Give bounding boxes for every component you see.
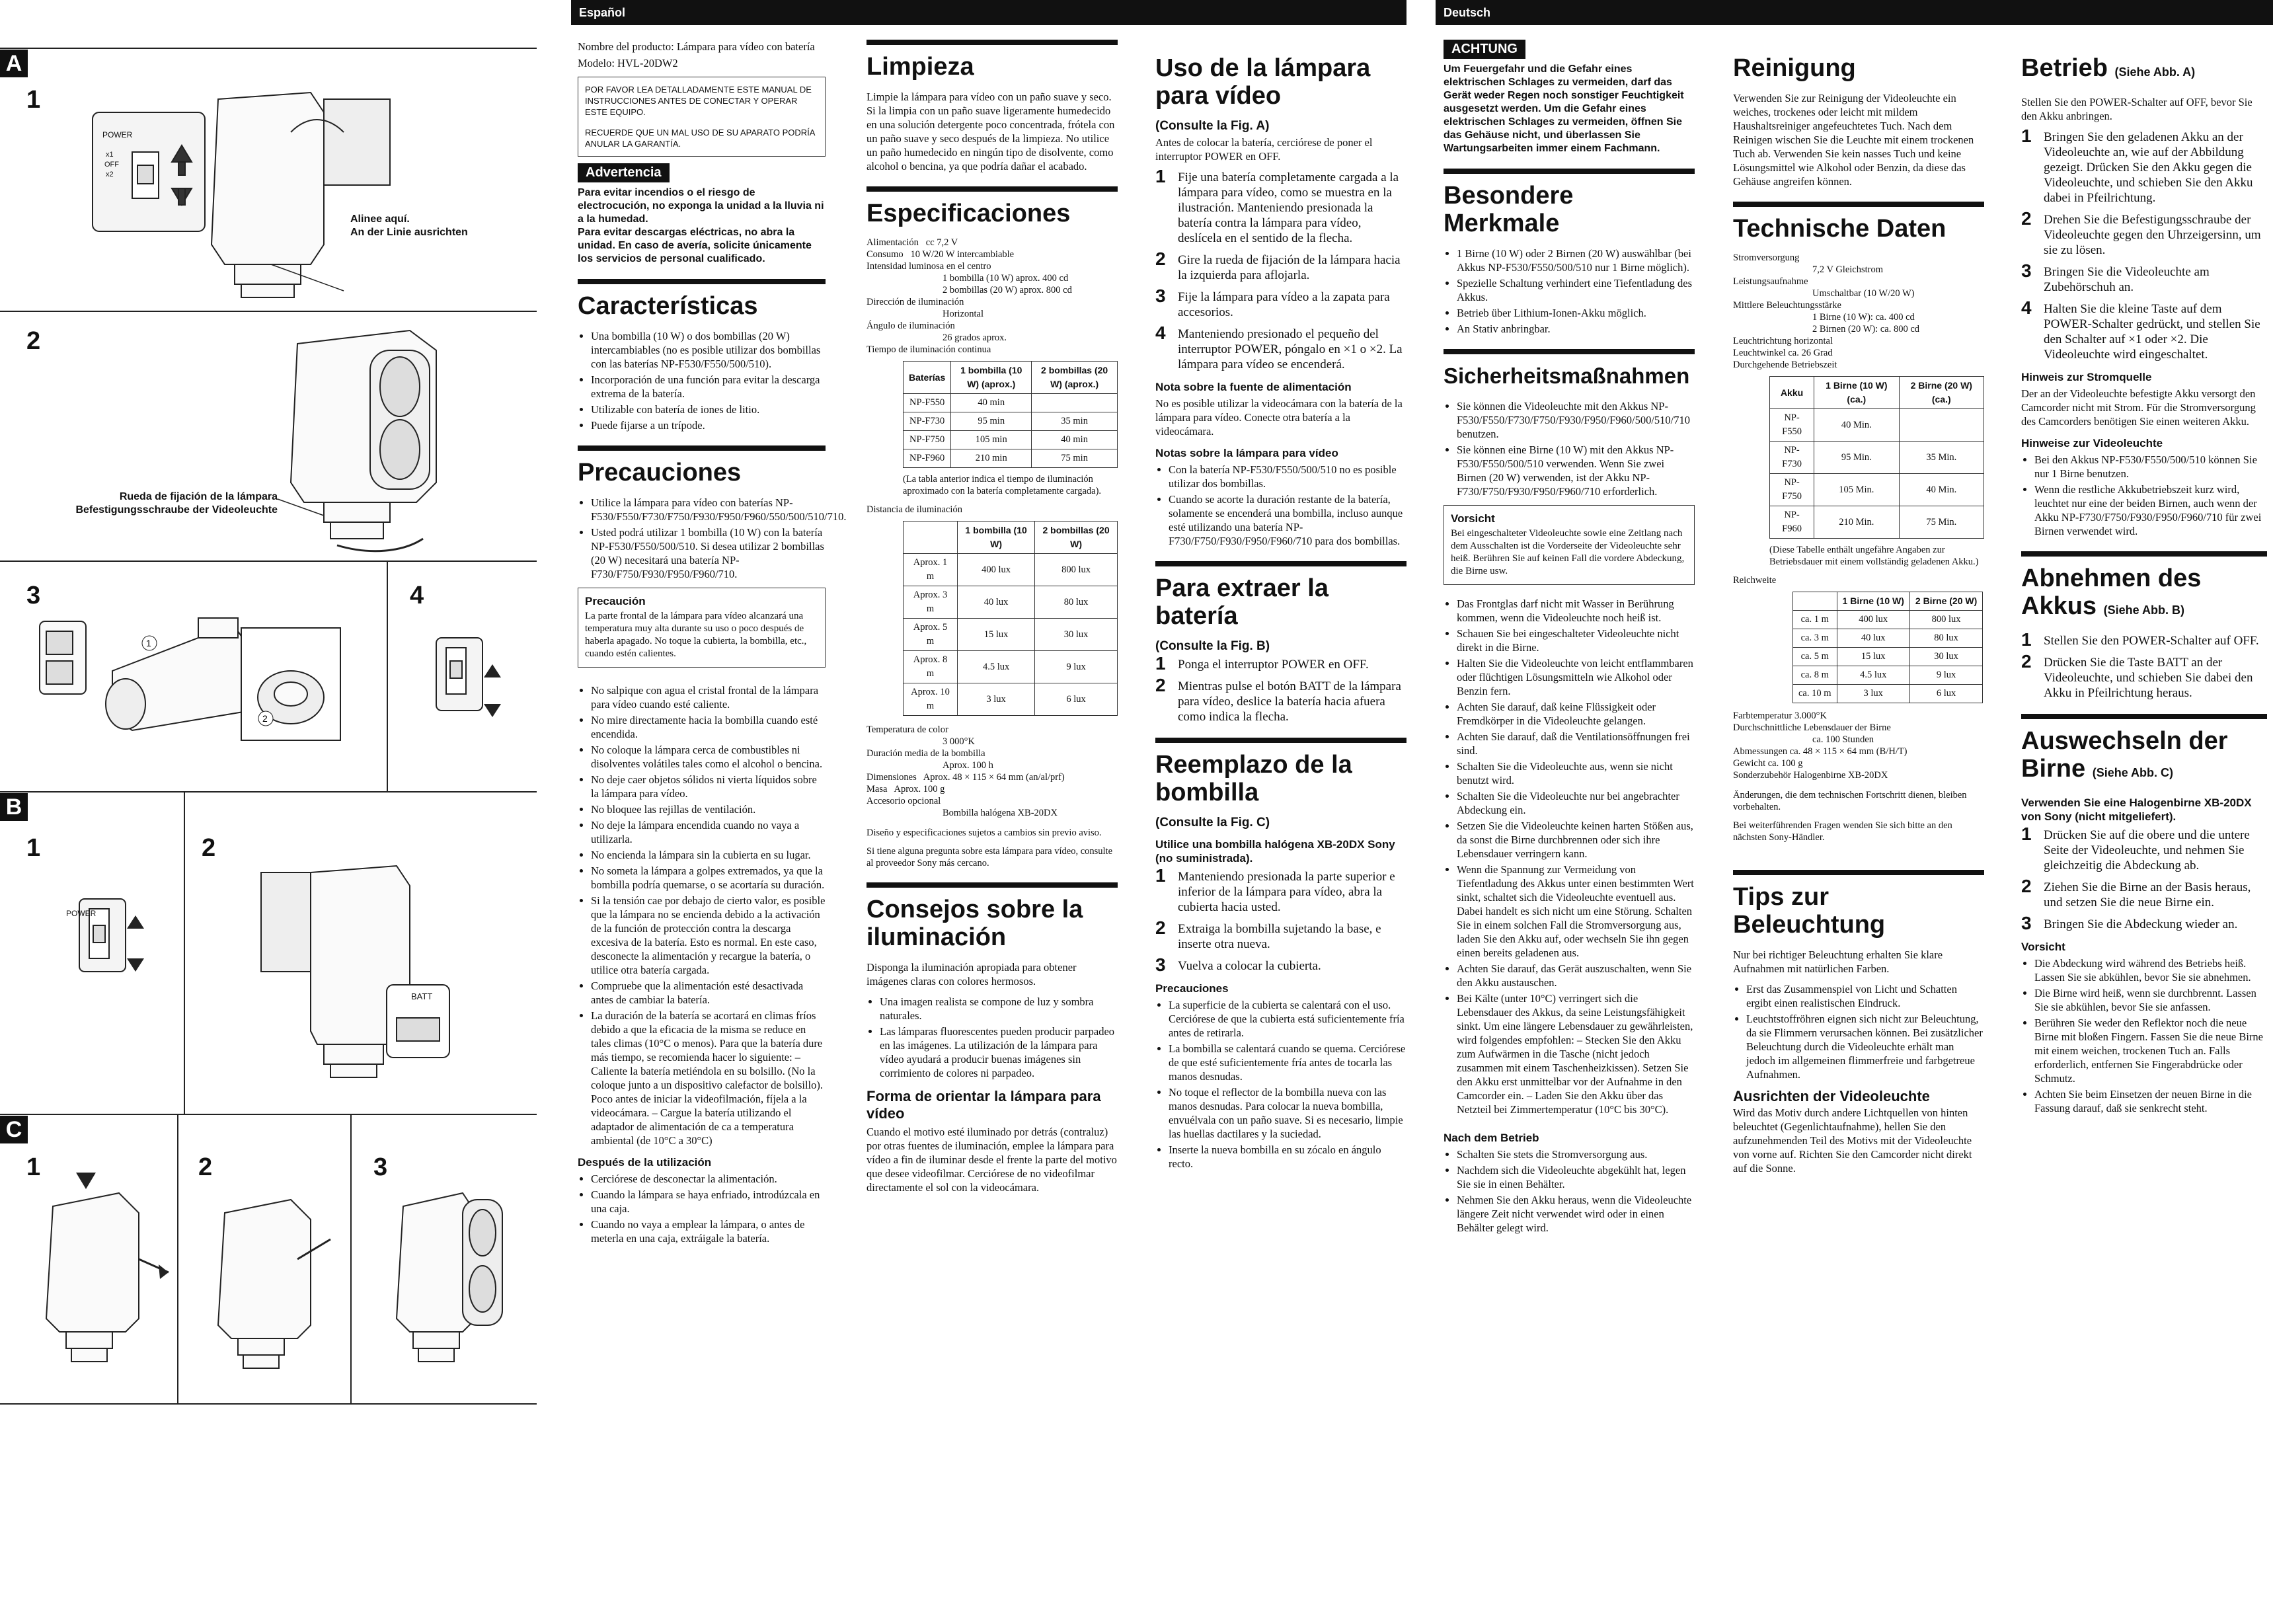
de-achtung-title: ACHTUNG <box>1444 40 1525 59</box>
lang-bar-es: Español <box>571 0 1406 25</box>
list-item: • Berühren Sie weder den Reflektor noch die neue Birne mit bloßen Fingern. Fassen Sie die neue Birne mit einem weichen, trockenen Tuch an. Falls erforderlich, entfernen Sie Fingerabdrücke oder Schmutz. <box>2034 1016 2267 1085</box>
list-item: • Incorporación de una función para evitar la descarga extrema de la batería. <box>591 373 826 401</box>
es-reemp-title: Reemplazo de la bombilla <box>1155 738 1406 806</box>
de-hinweis1-title: Hinweis zur Stromquelle <box>2021 371 2152 383</box>
es-precau-list <box>578 496 847 581</box>
de-reinigung: Verwenden Sie zur Reinigung der Videoleuchte ein weiches, trockenes oder leicht mit mildem Haushaltsreiniger angefeuchtetes Tuch. Nach dem Reinigen wischen Sie die Leuchte mit einem trockenen Tuch ab. Verwenden Sie kein nasses Tuch und keine Lösungsmittel wie Alkohol oder Benzin, da diese das Gehäuse angreifen können. <box>1733 92 1974 188</box>
es-notice2: RECUERDE QUE UN MAL USO DE SU APARATO PODRÍA ANULAR LA GARANTÍA. <box>585 128 815 149</box>
label-power-b1: POWER <box>66 909 96 918</box>
table-row: NP-F960 210 min 75 min <box>904 449 1118 468</box>
de-achtung: Um Feuergefahr und die Gefahr eines elektrischen Schlages zu vermeiden, darf das Gerät weder Regen noch sonstiger Feuchtigkeit ausgesetzt werden. Um die Gefahr eines elektrischen Schlages zu vermeiden, öffnen Sie das Gehäuse nicht, und überlassen Sie Wartungsarbeiten immer einem Fachmann. <box>1444 63 1684 154</box>
de-sicher2-list <box>1444 597 1695 1116</box>
es-despues-list <box>578 1172 826 1245</box>
list-item: • Schalten Sie stets die Stromversorgung aus. <box>1457 1147 1695 1161</box>
de-tech-note2: Bei weiterführenden Fragen wenden Sie sich bitte an den nächsten Sony-Händler. <box>1733 820 1952 843</box>
de-t1-note: (Diese Tabelle enthält ungefähre Angaben zur Betriebsdauer mit einem vollständig geladenen Akku.) <box>1769 545 1979 567</box>
es-uso-n2-list <box>1155 463 1406 548</box>
table-row: Aprox. 10 m 3 lux 6 lux <box>904 683 1118 716</box>
video-light-body <box>212 93 390 297</box>
list-item: • 1 Birne (10 W) oder 2 Birnen (20 W) auswählbar (bei Akkus NP-F530/F550/500/510 nur 1 Birne möglich). <box>1457 247 1695 274</box>
list-item: 3 Vuelva a colocar la cubierta. <box>1155 954 1321 975</box>
list-item: • Achten Sie darauf, das Gerät auszuschalten, wenn Sie den Akku austauschen. <box>1457 962 1695 989</box>
es-despues-title: Después de la utilización <box>578 1156 712 1169</box>
list-item: • Cuando se acorte la duración restante de la batería, solamente se encenderá una bombilla, incluso aunque esté utilizando una batería NP-F730/F750/F930/F950/F960/710 para dos bombillas. <box>1169 492 1406 548</box>
list-item: • La superficie de la cubierta se calentará con el uso. Cerciórese de que la cubierta está suficientemente fría antes de retirarla. <box>1169 998 1406 1040</box>
es-uso-title: Uso de la lámpara para vídeo <box>1155 54 1371 110</box>
es-col-3 <box>1155 40 1406 1177</box>
de-birne-steps <box>2021 824 2267 933</box>
label-off-a1: OFF <box>104 161 119 169</box>
list-item: • Die Birne wird heiß, wenn sie durchbrennt. Lassen Sie sie abkühlen, bevor Sie sie anfassen. <box>2034 986 2267 1014</box>
spec-row: Mittlere Beleuchtungsstärke <box>1733 300 1841 311</box>
list-item: 1 Manteniendo presionada la parte superior e inferior de la lámpara para vídeo, abra la cubierta hacia usted. <box>1155 865 1395 914</box>
spec-row: Gewicht ca. 100 g <box>1733 758 1803 769</box>
de-betrieb-intro: Stellen Sie den POWER-Schalter auf OFF, bevor Sie den Akku anbringen. <box>2021 96 2253 122</box>
fig-b-step2: 2 <box>202 834 216 862</box>
fig-c-letter: C <box>0 1116 28 1143</box>
list-item: • Leuchtstoffröhren eignen sich nicht zur Beleuchtung, da sie Flimmern verursachen können. Bei zusätzlicher Beleuchtung durch die Videoleuchte erhält man jedoch im allgemeinen flimmerfreie und farbgetreue Aufnahmen. <box>1746 1012 1984 1081</box>
es-notice: POR FAVOR LEA DETALLADAMENTE ESTE MANUAL DE INSTRUCCIONES ANTES DE CONECTAR Y OPERAR ESTE EQUIPO. <box>585 85 812 117</box>
de-hinweis1: Der an der Videoleuchte befestigte Akku versorgt den Camcorder nicht mit Strom. Für die Stromversorgung des Camcorders benötigen Sie einen weiteren Akku. <box>2021 387 2256 428</box>
lang-bar-de: Deutsch <box>1436 0 2273 25</box>
es-consejos-list <box>867 995 1118 1080</box>
de-hinweis2-title: Hinweise zur Videoleuchte <box>2021 437 2163 449</box>
spec-row: Consumo 10 W/20 W intercambiable <box>867 249 1015 260</box>
spec-row: Sonderzubehör Halogenbirne XB-20DX <box>1733 770 1888 781</box>
list-item: • Setzen Sie die Videoleuchte keinen harten Stößen aus, da sonst die Birne durchbrennen oder sich ihre Lebensdauer verringern kann. <box>1457 819 1695 861</box>
es-col-2 <box>867 40 1118 1201</box>
de-table-dist: 1 Birne (10 W) 2 Birne (20 W) ca. 1 m 400 lux 800 lux ca. 3 m 40 lux 80 lux ca. 5 m 15 lux 30 lux ca. 8 m 4.5 lux 9 lux ca. 10 m 3 lux 6 lux <box>1792 592 1983 703</box>
de-tips-list <box>1733 982 1984 1081</box>
spec-row: Dimensiones Aprox. 48 × 115 × 64 mm (an/al/prf) <box>867 772 1065 783</box>
de-birne-intro: Verwenden Sie eine Halogenbirne XB-20DX von Sony (nicht mitgeliefert). <box>2021 796 2252 823</box>
es-model: Modelo: HVL-20DW2 <box>578 57 678 69</box>
list-item: • Utilizable con batería de iones de litio. <box>591 403 826 416</box>
de-nach-title: Nach dem Betrieb <box>1444 1132 1539 1144</box>
spec-row: 26 grados aprox. <box>943 332 1007 343</box>
es-advert-title: Advertencia <box>578 163 670 182</box>
table-row: ca. 8 m 4.5 lux 9 lux <box>1793 666 1983 685</box>
es-precau-box-text: La parte frontal de la lámpara para vídeo alcanzará una temperatura muy alta durante su uso o poco después de haberla apagado. No toque la cubierta, la bombilla, etc., cuando estén calientes. <box>585 611 807 659</box>
list-item: 3 Bringen Sie die Abdeckung wieder an. <box>2021 913 2238 933</box>
es-caract-list <box>578 329 826 432</box>
caption-screw: Rueda de fijación de la lámpara Befestigungsschraube der Videoleuchte <box>75 491 278 516</box>
list-item: • Achten Sie darauf, daß keine Flüssigkeit oder Fremdkörper in die Videoleuchte gelangen. <box>1457 700 1695 728</box>
de-col-3 <box>2021 40 2267 1122</box>
list-item: • No mire directamente hacia la bombilla cuando esté encendida. <box>591 713 826 741</box>
es-table-time: Baterías 1 bombilla (10 W) (aprox.) 2 bombillas (20 W) (aprox.) NP-F550 40 min NP-F730 95 min 35 min NP-F750 105 min 40 min NP-F960 210 min 75 min <box>903 361 1118 468</box>
es-forma: Cuando el motivo esté iluminado por detrás (contraluz) por otras fuentes de iluminación, emplee la lámpara para vídeo a fin de iluminar desde el frente la parte del motivo que desee videofilmar. Cerciórese de no videofilmar directamente el sol con la videocámara. <box>867 1126 1117 1194</box>
list-item: • Usted podrá utilizar 1 bombilla (10 W) con la batería NP-F530/F550/500/510. Si desea utilizar 2 bombillas (20 W) necesitará una batería NP-F730/F750/F930/F950/F960/710. <box>591 525 826 581</box>
de-tech-note1: Änderungen, die dem technischen Fortschritt dienen, bleiben vorbehalten. <box>1733 790 1967 812</box>
label-batt: BATT <box>411 991 433 1001</box>
fig-a-border <box>0 48 537 49</box>
fig-b-step1: 1 <box>26 834 41 862</box>
es-espec-note1: Diseño y especificaciones sujetos a cambios sin previo aviso. <box>867 828 1102 838</box>
de-reinigung-title: Reinigung <box>1733 54 1856 82</box>
table-row: NP-F550 40 min <box>904 394 1118 412</box>
list-item: • No coloque la lámpara cerca de combustibles ni disolventes volátiles tales como el alcohol o bencina. <box>591 743 826 771</box>
spec-row: Bombilla halógena XB-20DX <box>943 808 1058 818</box>
es-product: Nombre del producto: Lámpara para vídeo con batería <box>578 40 815 53</box>
spec-row: Masa Aprox. 100 g <box>867 784 945 794</box>
spec-row: 3 000°K <box>943 736 975 747</box>
spec-row: Leuchtwinkel ca. 26 Grad <box>1733 348 1833 358</box>
spec-row: 7,2 V Gleichstrom <box>1812 264 1884 275</box>
svg-text:1: 1 <box>146 638 151 648</box>
de-betrieb-title: Betrieb (Siehe Abb. A) <box>2021 54 2196 82</box>
table-row: NP-F750 105 Min. 40 Min. <box>1770 474 1984 506</box>
table-row: Aprox. 3 m 40 lux 80 lux <box>904 586 1118 619</box>
es-limpieza-title: Limpieza <box>867 40 1118 81</box>
table-row: ca. 1 m 400 lux 800 lux <box>1793 611 1983 629</box>
de-nach-list <box>1444 1147 1695 1235</box>
list-item: 4 Halten Sie die kleine Taste auf dem POWER-Schalter gedrückt, und stellen Sie den Schalter auf ×1 oder ×2. Die Videoleuchte wird eingeschaltet. <box>2021 297 2260 362</box>
spec-row: 1 bombilla (10 W) aprox. 400 cd <box>943 273 1069 284</box>
list-item: • Achten Sie darauf, daß die Ventilationsöffnungen frei sind. <box>1457 730 1695 757</box>
list-item: • Bei Kälte (unter 10°C) verringert sich die Lebensdauer des Akkus, da seine Leistungsfähigkeit sinkt. Um eine längere Lebensdauer zu gewährleisten, wird folgendes empfohlen: – Stecken Sie den Akku zum Aufwärmen in die Tasche (nicht jedoch zusammen mit einem Taschenheizkissen). Setzen Sie den Akku erst unmittelbar vor der Aufnahme in den Camcorder ein. – Laden Sie den Akku über das Netzteil bei Zimmertemperatur (10°C bis 30°C). <box>1457 991 1695 1116</box>
de-reich-label: Reichweite <box>1733 575 1777 586</box>
fig-b-illustration <box>0 793 537 1110</box>
de-vorsicht-title: Vorsicht <box>1451 512 1495 525</box>
de-col-1 <box>1444 40 1695 1241</box>
es-consejos: Disponga la iluminación apropiada para obtener imágenes claras con colores hermosos. <box>867 961 1077 987</box>
svg-text:2: 2 <box>262 713 268 724</box>
fig-a1-illustration <box>0 73 537 311</box>
spec-row: Alimentación cc 7,2 V <box>867 237 958 248</box>
fig-a3-illustration <box>0 565 537 790</box>
es-espec-title: Especificaciones <box>867 186 1118 227</box>
spec-row: Durchgehende Betriebszeit <box>1733 360 1837 370</box>
list-item: • Halten Sie die Videoleuchte von leicht entflammbaren oder flüchtigen Lösungsmitteln wie Alkohol oder Benzin fern. <box>1457 656 1695 698</box>
list-item: • Erst das Zusammenspiel von Licht und Schatten ergibt einen realistischen Eindruck. <box>1746 982 1984 1010</box>
es-consejos-title: Consejos sobre la iluminación <box>867 882 1118 951</box>
de-tech-list <box>1733 252 1984 371</box>
spec-row: Dirección de iluminación <box>867 297 964 307</box>
table-row: Aprox. 5 m 15 lux 30 lux <box>904 619 1118 651</box>
es-extraer-title: Para extraer la batería <box>1155 561 1406 630</box>
de-ausricht-title: Ausrichten der Videoleuchte <box>1733 1088 1930 1104</box>
label-power-a1: POWER <box>102 130 133 139</box>
spec-row: Duración media de la bombilla <box>867 748 985 759</box>
fig-c-step2: 2 <box>198 1153 213 1181</box>
de-vorsicht-box <box>1444 505 1695 585</box>
list-item: • Bei den Akkus NP-F530/F550/500/510 können Sie nur 1 Birne benutzen. <box>2034 453 2267 481</box>
table-row: Aprox. 1 m 400 lux 800 lux <box>904 554 1118 586</box>
es-uso-n1: No es posible utilizar la videocámara con la batería de la lámpara para vídeo. Conecte otra batería a la videocámara. <box>1155 397 1403 438</box>
list-item: • Schalten Sie die Videoleuchte aus, wenn sie nicht benutzt wird. <box>1457 759 1695 787</box>
table-row: NP-F960 210 Min. 75 Min. <box>1770 506 1984 539</box>
de-sicher-list <box>1444 399 1695 498</box>
list-item: 2 Drehen Sie die Befestigungsschraube der Videoleuchte gegen den Uhrzeigersinn, um sie zu lösen. <box>2021 208 2261 257</box>
es-advert2: Para evitar descargas eléctricas, no abra la unidad. En caso de avería, solicite únicamente los servicios de personal cualificado. <box>578 227 812 264</box>
spec-row: Umschaltbar (10 W/20 W) <box>1812 288 1915 299</box>
de-betrieb-steps <box>2021 126 2267 362</box>
de-tips-title: Tips zur Beleuchtung <box>1733 870 1984 939</box>
de-tech2-list <box>1733 710 1984 781</box>
list-item: • Utilice la lámpara para vídeo con baterías NP-F530/F550/F730/F750/F930/F950/F960/550/500/510/710. <box>591 496 826 523</box>
es-espec-note2: Si tiene alguna pregunta sobre esta lámpara para vídeo, consulte al proveedor Sony más cercano. <box>867 846 1113 869</box>
es-extraer-ref: (Consulte la Fig. B) <box>1155 639 1270 653</box>
de-merkmale-extra: Sie können eine Birne (10 W) mit den Akkus NP-F530/F550/500/510 verwenden. <box>1444 1600 1665 1619</box>
es-uso-intro: Antes de colocar la batería, cerciórese de poner el interruptor POWER en OFF. <box>1155 136 1373 163</box>
list-item: 2 Gire la rueda de fijación de la lámpara hacia la izquierda para aflojarla. <box>1155 249 1401 282</box>
de-hinweis2-list <box>2021 453 2267 538</box>
table-row: ca. 3 m 40 lux 80 lux <box>1793 629 1983 648</box>
de-vorsicht-text: Bei eingeschalteter Videoleuchte sowie eine Zeitlang nach dem Ausschalten ist die Vorderseite der Videoleuchte sehr heiß. Berühren Sie auf keinen Fall die vordere Abdeckung, die Birne usw. <box>1451 528 1685 576</box>
de-tips: Nur bei richtiger Beleuchtung erhalten Sie klare Aufnahmen mit natürlichen Farben. <box>1733 948 1943 975</box>
es-reemp-steps <box>1155 865 1406 975</box>
list-item: • Wenn die restliche Akkubetriebszeit kurz wird, leuchtet nur eine der beiden Birnen, auch wenn der Akku NP-F730/F750/F930/F950/F960/710 für zwei Birnen verwendet wird. <box>2034 483 2267 538</box>
list-item: 2 Ziehen Sie die Birne an der Basis heraus, und setzen Sie die neue Birne ein. <box>2021 876 2251 909</box>
table-row: ca. 10 m 3 lux 6 lux <box>1793 685 1983 703</box>
list-item: • No deje caer objetos sólidos ni vierta líquidos sobre la lámpara para vídeo. <box>591 773 826 800</box>
list-item: • Sie können eine Birne (10 W) mit den Akkus NP-F530/F550/500/510 verwenden. Wenn Sie zwei Birnen (20 W) verwenden, ist der Akku NP-F730/F750/F930/F950/F960/710 erforderlich. <box>1457 443 1695 498</box>
list-item: • Una bombilla (10 W) o dos bombillas (20 W) intercambiables (no es posible utilizar dos bombillas con las baterías NP-F530/F550/500/510). <box>591 329 826 371</box>
list-item: • An Stativ anbringbar. <box>1457 322 1695 336</box>
list-item: • Schauen Sie bei eingeschalteter Videoleuchte nicht direkt in die Birne. <box>1457 627 1695 654</box>
fig-c-step1: 1 <box>26 1153 41 1181</box>
es-t1-note: (La tabla anterior indica el tiempo de iluminación aproximado con la batería completamente cargada). <box>903 474 1102 496</box>
es-espec2-list <box>867 724 1118 819</box>
de-ausricht: Wird das Motiv durch andere Lichtquellen von hinten beleuchtet (Gegenlichtaufnahme), hellen Sie den aufzunehmenden Teil des Motivs mit der Videoleuchte von vorne auf. Richten Sie den Camcorder nicht direkt auf die Sonne. <box>1733 1106 1972 1175</box>
spec-row: Intensidad luminosa en el centro <box>867 261 991 272</box>
spec-row: Tiempo de iluminación continua <box>867 344 991 355</box>
fig-a-step4: 4 <box>410 582 424 609</box>
list-item: • Compruebe que la alimentación esté desactivada antes de cambiar la batería. <box>591 979 826 1007</box>
list-item: • Si la tensión cae por debajo de cierto valor, es posible que la lámpara no se encienda debido a la activación de la función de protección contra la descarga excesiva de la batería. Esto es normal. En este caso, desconecte la alimentación y recargue la batería, o utilice otra batería cargada. <box>591 894 826 977</box>
list-item: • No deje la lámpara encendida cuando no vaya a utilizarla. <box>591 818 826 846</box>
de-birne-v-list <box>2021 956 2267 1115</box>
table-row: NP-F550 40 Min. <box>1770 409 1984 442</box>
spec-row: 2 Birnen (20 W): ca. 800 cd <box>1812 324 1920 334</box>
list-item: 1 Fije una batería completamente cargada a la lámpara para vídeo, como se muestra en la ilustración. Manteniendo presionada la batería contra la lámpara para vídeo, deslícela en el sentido de la flecha. <box>1155 166 1399 245</box>
fig-a2-illustration <box>0 317 537 562</box>
table-row: NP-F750 105 min 40 min <box>904 431 1118 449</box>
de-birne-v-title: Vorsicht <box>2021 941 2065 953</box>
es-precau-box-title: Precaución <box>585 595 646 607</box>
list-item: 3 Bringen Sie die Videoleuchte am Zubehörschuh an. <box>2021 260 2210 294</box>
spec-row: Leistungsaufnahme <box>1733 276 1808 287</box>
list-item: • Achten Sie beim Einsetzen der neuen Birne in die Fassung darauf, daß sie senkrecht steht. <box>2034 1087 2267 1115</box>
list-item: • Cuando la lámpara se haya enfriado, introdúzcala en una caja. <box>591 1188 826 1216</box>
de-merkmale-title: Besondere Merkmale <box>1444 169 1695 237</box>
es-caract-title: Características <box>578 279 826 320</box>
de-merkmale-list <box>1444 247 1695 336</box>
fig-a-letter: A <box>0 50 28 77</box>
es-precau-title: Precauciones <box>578 445 826 486</box>
label-x1-a1: x1 <box>106 151 114 159</box>
es-reemp-intro: Utilice una bombilla halógena XB-20DX Sony (no suministrada). <box>1155 838 1395 865</box>
fig-c-step3: 3 <box>373 1153 388 1181</box>
list-item: • Die Abdeckung wird während des Betriebs heiß. Lassen Sie sie abkühlen, bevor Sie sie abnehmen. <box>2034 956 2267 984</box>
es-precau-box <box>578 588 826 668</box>
es-forma-title: Forma de orientar la lámpara para vídeo <box>867 1088 1101 1122</box>
list-item: • Schalten Sie die Videoleuchte nur bei angebrachter Abdeckung ein. <box>1457 789 1695 817</box>
list-item: • Betrieb über Lithium-Ionen-Akku möglich. <box>1457 306 1695 320</box>
de-col-2 <box>1733 40 1984 1182</box>
spec-row: Durchschnittliche Lebensdauer der Birne <box>1733 722 1891 733</box>
fig-a3-border <box>0 561 537 562</box>
fig-c-illustration <box>0 1114 537 1405</box>
caption-align: Alinee aquí. An der Linie ausrichten <box>350 213 468 238</box>
list-item: 1 Ponga el interruptor POWER en OFF. <box>1155 653 1369 674</box>
fig-a2-border <box>0 311 537 312</box>
es-uso-n2-title: Notas sobre la lámpara para vídeo <box>1155 447 1338 459</box>
list-item: 4 Manteniendo presionado el pequeño del interruptor POWER, póngalo en ×1 o ×2. La lámpara para vídeo se encenderá. <box>1155 323 1403 371</box>
spec-row: Horizontal <box>943 309 984 319</box>
table-row: NP-F730 95 min 35 min <box>904 412 1118 431</box>
fig-b-letter: B <box>0 793 28 821</box>
spec-row: Stromversorgung <box>1733 252 1800 263</box>
es-advert1: Para evitar incendios o el riesgo de electrocución, no exponga la unidad a la lluvia ni a la humedad. <box>578 187 824 225</box>
list-item: • Nachdem sich die Videoleuchte abgekühlt hat, legen Sie sie in einen Behälter. <box>1457 1163 1695 1191</box>
list-item: • No salpique con agua el cristal frontal de la lámpara para vídeo cuando esté caliente. <box>591 683 826 711</box>
list-item: • Wenn die Spannung zur Vermeidung von Tiefentladung des Akkus unter einen bestimmten Wert sinkt, schaltet sich die Videoleuchte eventuell aus. Dabei handelt es sich nicht um eine Störung. Schalten Sie in einem solchen Fall die Stromversorgung aus, laden Sie den Akku auf, oder wechseln Sie ihn gegen einen bereits geladenen aus. <box>1457 863 1695 960</box>
fig-a-step2: 2 <box>26 327 41 355</box>
spec-row: Aprox. 100 h <box>943 760 993 771</box>
de-table-time: Akku 1 Birne (10 W) (ca.) 2 Birne (20 W) (ca.) NP-F550 40 Min. NP-F730 95 Min. 35 Min. NP-F750 105 Min. 40 Min. NP-F960 210 Min. 75 Min. <box>1769 376 1984 539</box>
es-table-dist: 1 bombilla (10 W) 2 bombillas (20 W) Aprox. 1 m 400 lux 800 lux Aprox. 3 m 40 lux 80 lux Aprox. 5 m 15 lux 30 lux Aprox. 8 m 4.5 lux 9 lux Aprox. 10 m 3 lux 6 lux <box>903 521 1118 716</box>
es-uso-steps <box>1155 166 1406 372</box>
es-col-1 <box>578 40 847 1252</box>
list-item: • Spezielle Schaltung verhindert eine Tiefentladung des Akkus. <box>1457 276 1695 304</box>
table-row: Aprox. 8 m 4.5 lux 9 lux <box>904 651 1118 683</box>
de-abnehmen-title: Abnehmen des Akkus (Siehe Abb. B) <box>2021 551 2267 624</box>
list-item: 1 Bringen Sie den geladenen Akku an der Videoleuchte an, wie auf der Abbildung gezeigt. Drücken Sie den Akku gegen die Videoleuchte, und schieben Sie den Akku dabei in Pfeilrichtung. <box>2021 126 2253 205</box>
spec-row: 2 bombillas (20 W) aprox. 800 cd <box>943 285 1072 295</box>
fig-a-step1: 1 <box>26 86 41 114</box>
es-dist-label: Distancia de iluminación <box>867 504 962 515</box>
list-item: • Das Frontglas darf nicht mit Wasser in Berührung kommen, wenn die Videoleuchte noch heiß ist. <box>1457 597 1695 625</box>
list-item: • Puede fijarse a un trípode. <box>591 418 826 432</box>
list-item: • Inserte la nueva bombilla en su zócalo en ángulo recto. <box>1169 1143 1406 1171</box>
list-item: • Con la batería NP-F530/F550/500/510 no es posible utilizar dos bombillas. <box>1169 463 1406 490</box>
spec-row: Ángulo de iluminación <box>867 321 955 331</box>
es-uso-n1-title: Nota sobre la fuente de alimentación <box>1155 381 1352 393</box>
spec-row: Farbtemperatur 3.000°K <box>1733 711 1827 721</box>
de-tech-title: Technische Daten <box>1733 202 1984 243</box>
spec-row: ca. 100 Stunden <box>1812 734 1874 745</box>
list-item: • No someta la lámpara a golpes extremados, ya que la bombilla podría quemarse, o se acortaría su duración. <box>591 864 826 892</box>
es-espec-list <box>867 237 1118 356</box>
list-item: • Una imagen realista se compone de luz y sombra naturales. <box>880 995 1118 1023</box>
es-extraer-steps <box>1155 653 1406 724</box>
spec-row: Leuchtrichtung horizontal <box>1733 336 1833 346</box>
list-item: • Sie können die Videoleuchte mit den Akkus NP-F530/F550/F730/F750/F930/F950/F960/500/510/710 benutzen. <box>1457 399 1695 441</box>
list-item: • Cerciórese de desconectar la alimentación. <box>591 1172 826 1186</box>
label-x2-a1: x2 <box>106 171 114 178</box>
list-item: 1 Drücken Sie auf die obere und die untere Seite der Videoleuchte, und nehmen Sie gleichzeitig die Abdeckung ab. <box>2021 824 2250 872</box>
es-limpieza: Limpie la lámpara para vídeo con un paño suave y seco. Si la limpia con un paño suave ligeramente humedecido en una solución detergente poco concentrada, frótela con un paño suave y seco después de la limpieza. No utilice un paño humedecido en ningún tipo de disolvente, como alcohol o bencina, ya que podría dañar el acabado. <box>867 91 1115 173</box>
list-item: 2 Extraiga la bombilla sujetando la base, e inserte otra nueva. <box>1155 917 1381 951</box>
list-item: • No toque el reflector de la bombilla nueva con las manos desnudas. Para colocar la nueva bombilla, envuélvala con un paño suave. Si es necesario, limpie las huellas dactilares y la suciedad. <box>1169 1085 1406 1141</box>
fig-b-border <box>0 791 537 793</box>
spec-row: 1 Birne (10 W): ca. 400 cd <box>1812 312 1915 323</box>
es-reemp-prec-title: Precauciones <box>1155 982 1229 995</box>
de-birne-title: Auswechseln der Birne (Siehe Abb. C) <box>2021 714 2267 787</box>
es-notice-box <box>578 77 826 157</box>
spec-row: Temperatura de color <box>867 724 948 735</box>
list-item: 1 Stellen Sie den POWER-Schalter auf OFF. <box>2021 629 2259 650</box>
fig-a-step3: 3 <box>26 582 41 609</box>
table-row: NP-F730 95 Min. 35 Min. <box>1770 442 1984 474</box>
spec-row: Accesorio opcional <box>867 796 941 806</box>
list-item: 3 Fije la lámpara para vídeo a la zapata para accesorios. <box>1155 286 1390 319</box>
list-item: • La bombilla se calentará cuando se quema. Cerciórese de que esté suficientemente fría antes de tocarla las manos desnudas. <box>1169 1042 1406 1083</box>
figure-column <box>0 0 539 1624</box>
de-sicher-title: Sicherheitsmaßnahmen <box>1444 349 1695 390</box>
list-item: • Las lámparas fluorescentes pueden producir parpadeo en las imágenes. La utilización de la lámpara para vídeo ayudará a producir buenas imágenes sin corrimiento de colores ni parpadeo. <box>880 1025 1118 1080</box>
list-item: • No bloquee las rejillas de ventilación. <box>591 802 826 816</box>
es-uso-ref: (Consulte la Fig. A) <box>1155 119 1270 133</box>
table-row: ca. 5 m 15 lux 30 lux <box>1793 648 1983 666</box>
list-item: • La duración de la batería se acortará en climas fríos debido a que la eficacia de la misma se reduce en tales climas (10°C o menos). Para que la batería dure más tiempo, se recomienda hacer lo siguiente: – Caliente la batería metiéndola en su bolsillo. (No la coloque junto a un dispositivo calefactor de bolsillo). Poco antes de iniciar la videofilmación, fíjela a la videocámara. – Cargue la batería utilizando el adaptador de alimentación de ca a temperatura ambiental (de 10°C a 30°C) <box>591 1009 826 1147</box>
de-abnehmen-steps <box>2021 629 2267 701</box>
list-item: • Cuando no vaya a emplear la lámpara, o antes de meterla en una caja, extráigale la batería. <box>591 1218 826 1245</box>
list-item: 2 Drücken Sie die Taste BATT an der Videoleuchte, und schieben Sie dabei den Akku in Pfeilrichtung heraus. <box>2021 651 2253 700</box>
es-reemp-ref: (Consulte la Fig. C) <box>1155 816 1270 830</box>
es-precau2-list <box>578 683 826 1147</box>
list-item: 2 Mientras pulse el botón BATT de la lámpara para vídeo, deslice la batería hacia afuera como indica la flecha. <box>1155 675 1401 724</box>
es-reemp-prec-list <box>1155 998 1406 1171</box>
spec-row: Abmessungen ca. 48 × 115 × 64 mm (B/H/T) <box>1733 746 1907 757</box>
list-item: • No encienda la lámpara sin la cubierta en su lugar. <box>591 848 826 862</box>
list-item: • Nehmen Sie den Akku heraus, wenn die Videoleuchte längere Zeit nicht verwendet wird oder in einen Behälter gelegt wird. <box>1457 1193 1695 1235</box>
